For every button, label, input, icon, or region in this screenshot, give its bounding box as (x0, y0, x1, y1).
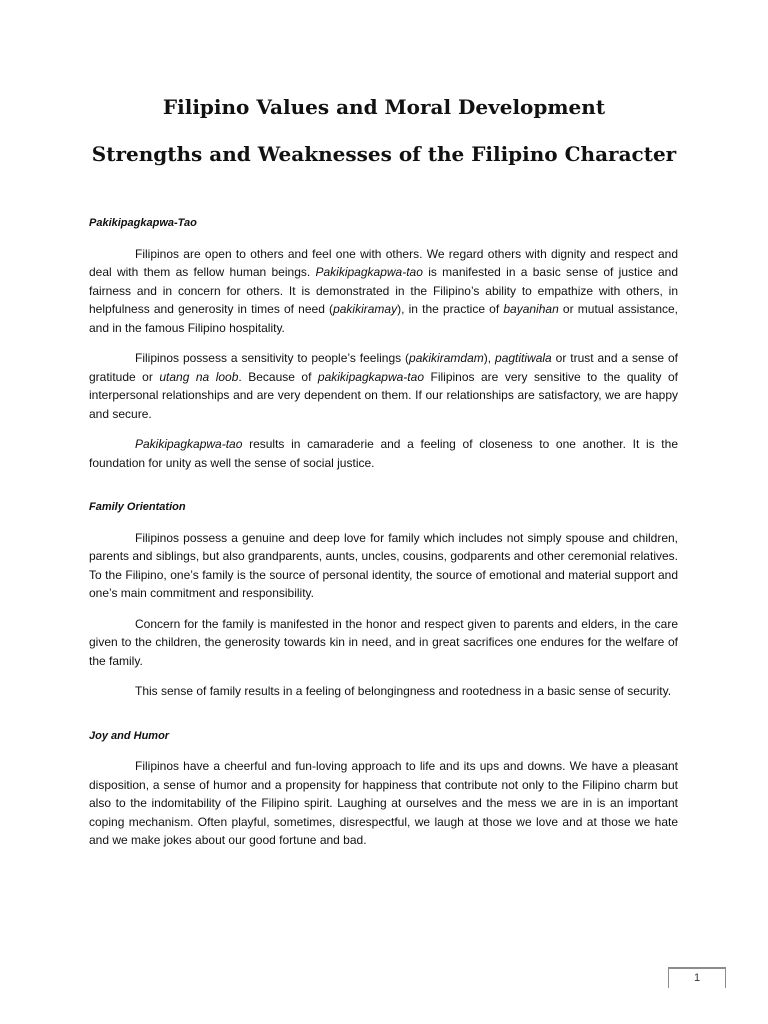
italic-term: pakikiramdam (409, 351, 484, 365)
italic-term: utang na loob (159, 369, 239, 384)
text-run: Filipinos are very sensitive to the quality of interpersonal relationships and are very dependent on them. If our relationships are satisfactory, we are happy and secure. (89, 369, 679, 421)
text-run: Concern for the family is manifested in the honor and respect given to parents and elders, in the care given to the children, the generosity towards kin in need, and in great sacrifices one endures for the welfare of the family. (89, 616, 678, 668)
italic-term: pakikiramay (333, 302, 398, 316)
text-run: ), in the practice of (397, 302, 504, 316)
italic-term: Pakikipagkapwa-tao (315, 265, 423, 279)
document-title: Filipino Values and Moral Development (162, 95, 606, 119)
text-run: Filipinos have a cheerful and fun-loving approach to life and its ups and downs. We have a pleasant disposition, a sense of humor and a propensity for happiness that contribute not only to the Filipino charm but also to the indomitability of the Filipino spirit. Laughing at ourselves and the mess we are in is an important coping mechanism. Often playful, sometimes, disrespectful, we laugh at those we love and at those we hate and we make jokes about our good fortune and bad. (89, 759, 678, 847)
paragraph (89, 529, 678, 603)
section-heading: Pakikipagkapwa-Tao (89, 217, 197, 229)
italic-term: Pakikipagkapwa-tao (135, 437, 243, 451)
section (89, 498, 678, 701)
text-run: or trust and a sense of gratitude or (89, 351, 678, 384)
paragraph (89, 682, 678, 701)
paragraph (89, 245, 678, 338)
document-subtitle: Strengths and Weaknesses of the Filipino Character (91, 142, 677, 166)
text-run: ), (483, 351, 496, 365)
section (89, 214, 678, 472)
text-run: results in camaraderie and a feeling of closeness to one another. It is the foundation for unity as well the sense of social justice. (89, 437, 678, 470)
section (89, 727, 678, 850)
page-number: 1 (693, 972, 701, 984)
paragraph (89, 435, 678, 472)
text-run: . Because of (238, 369, 318, 384)
paragraph (89, 349, 678, 423)
page-number-box (668, 967, 726, 988)
text-run: is manifested in a basic sense of justice and fairness and in concern for others. It is demonstrated in the Filipino’s ability to empathize with others, in helpfulness and generosity in times of need ( (89, 265, 678, 316)
italic-term: pagtitiwala (495, 351, 552, 365)
text-run: Filipinos possess a sensitivity to people’s feelings ( (135, 351, 410, 365)
document-body (89, 214, 678, 876)
text-run: or mutual assistance, and in the famous Filipino hospitality. (89, 302, 678, 335)
paragraph (89, 757, 678, 850)
italic-term: pakikipagkapwa-tao (317, 369, 424, 384)
text-run: Filipinos are open to others and feel one with others. We regard others with dignity and respect and deal with them as fellow human beings. (89, 246, 678, 279)
section-heading: Family Orientation (89, 501, 186, 513)
italic-term: bayanihan (503, 302, 559, 316)
paragraph (89, 615, 678, 671)
text-run: This sense of family results in a feeling of belongingness and rootedness in a basic sense of security. (135, 684, 672, 698)
section-heading: Joy and Humor (89, 729, 170, 742)
text-run: Filipinos possess a genuine and deep love for family which includes not simply spouse and children, parents and siblings, but also grandparents, aunts, uncles, cousins, godparents and other ceremonial relatives. To the Filipino, one’s family is the source of personal identity, the source of emotional and material support and one’s main commitment and responsibility. (89, 530, 678, 600)
